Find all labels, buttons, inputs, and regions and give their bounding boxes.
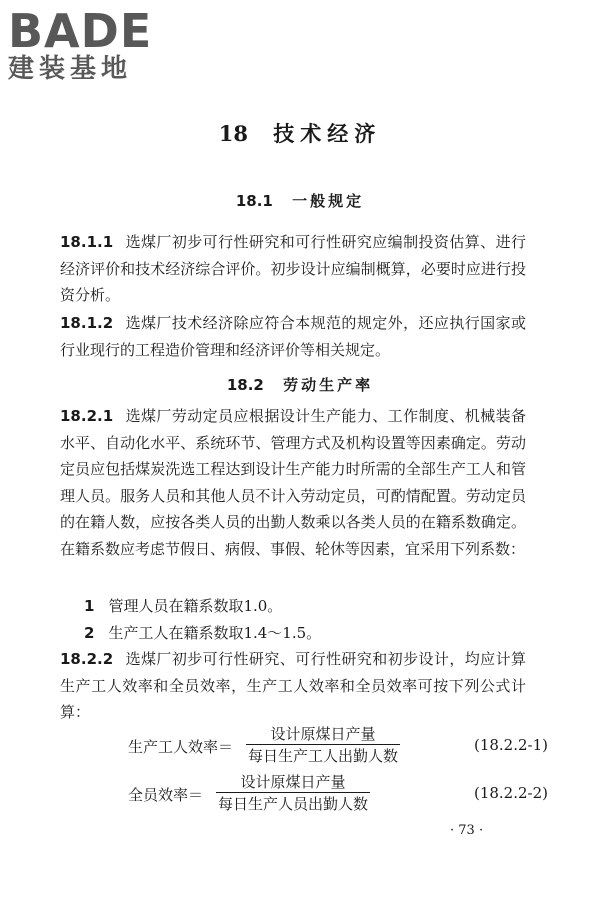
list-item-2 (84, 620, 524, 646)
item-text: 生产工人在籍系数取1.4～1.5。 (108, 624, 322, 642)
clause-number: 18.1.2 (60, 314, 114, 332)
section-name: 劳动生产率 (283, 376, 374, 394)
item-number: 2 (84, 624, 95, 642)
clause-text: 选煤厂初步可行性研究、可行性研究和初步设计，均应计算生产工人效率和全员效率，生产工人效率和全员效率可按下列公式计算： (60, 650, 526, 721)
section-number: 18.2 (226, 376, 264, 394)
logo-tagline: 建装基地 (8, 54, 133, 84)
formula-denominator: 每日生产工人出勤人数 (248, 747, 399, 765)
chapter-number: 18 (218, 121, 248, 146)
formula-numerator: 设计原煤日产量 (240, 773, 346, 791)
clause-18-2-2 (60, 646, 526, 726)
clause-number: 18.1.1 (60, 233, 114, 251)
clause-number: 18.2.1 (60, 407, 114, 425)
item-text: 管理人员在籍系数取1.0。 (108, 597, 283, 615)
section-name: 一般规定 (292, 192, 365, 210)
clause-18-2-1 (60, 403, 526, 562)
clause-number: 18.2.2 (60, 650, 114, 668)
item-number: 1 (84, 597, 95, 615)
formula-18-2-2-2 (128, 772, 548, 818)
formula-denominator: 每日生产人员出勤人数 (218, 795, 369, 813)
formula-fraction (216, 772, 370, 815)
section-number: 18.1 (235, 192, 273, 210)
formula-lhs: 全员效率＝ (128, 786, 204, 804)
chapter-name: 技术经济 (273, 121, 382, 146)
formula-18-2-2-1 (128, 724, 548, 770)
clause-text: 选煤厂劳动定员应根据设计生产能力、工作制度、机械装备水平、自动化水平、系统环节、管理方式及机构设置等因素确定。劳动定员应包括煤炭洗选工程达到设计生产能力时所需的全部生产工人和管理人员。服务人员和其他人员不计入劳动定员，可酌情配置。劳动定员的在籍人数，应按各类人员的出勤人数乘以各类人员的在籍系数确定。在籍系数应考虑节假日、病假、事假、轮休等因素，宜采用下列系数： (60, 407, 526, 558)
section-title-18-2 (0, 374, 600, 395)
formula-fraction (246, 724, 400, 767)
formula-tag: (18.2.2-1) (473, 736, 548, 754)
formula-tag: (18.2.2-2) (473, 784, 548, 802)
logo-brand: BADE (8, 4, 153, 58)
logo (8, 6, 178, 84)
chapter-title (0, 118, 600, 148)
clause-text: 选煤厂技术经济除应符合本规范的规定外，还应执行国家或行业现行的工程造价管理和经济评价等相关规定。 (60, 314, 526, 359)
section-title-18-1 (0, 190, 600, 211)
list-item-1 (84, 593, 524, 619)
formula-numerator: 设计原煤日产量 (270, 725, 376, 743)
clause-18-1-1 (60, 229, 526, 309)
page-number: · 73 · (450, 823, 484, 838)
clause-text: 选煤厂初步可行性研究和可行性研究应编制投资估算、进行经济评价和技术经济综合评价。初步设计应编制概算，必要时应进行投资分析。 (60, 233, 526, 304)
clause-18-1-2 (60, 310, 526, 363)
formula-lhs: 生产工人效率＝ (128, 738, 234, 756)
